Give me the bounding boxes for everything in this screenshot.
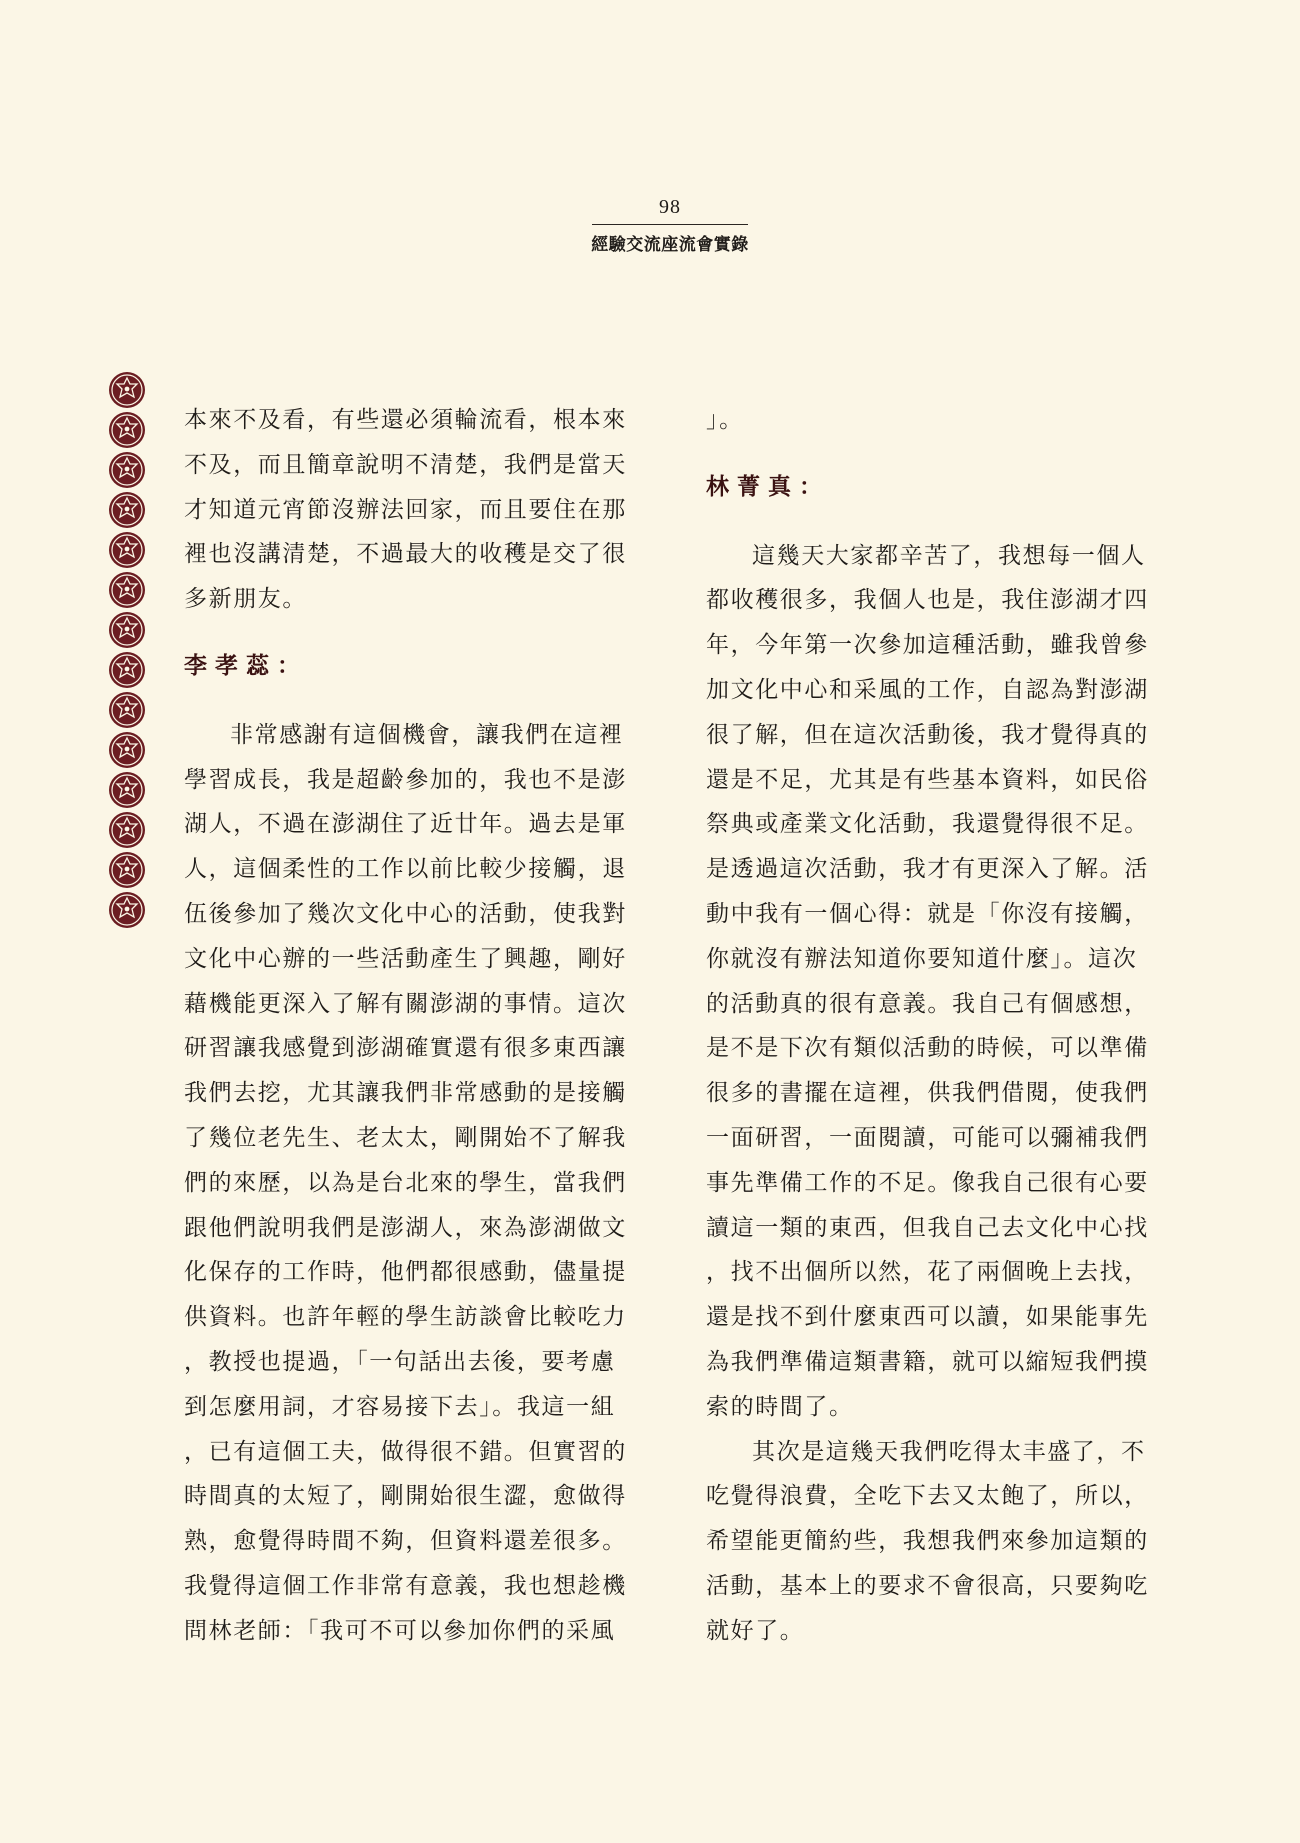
seal-medallion-icon: [107, 650, 147, 690]
text-line: 多新朋友。: [184, 586, 307, 613]
text-line-content: 其次是這幾天我們吃得太丰盛了，不: [752, 1438, 1146, 1465]
text-line: 希望能更簡約些，我想我們來參加這類的: [706, 1528, 1149, 1555]
text-line: 你就沒有辦法知道你要知道什麼」。這次: [706, 945, 1138, 972]
text-line: 化保存的工作時，他們都很感動，儘量提: [184, 1259, 627, 1286]
seal-medallion-icon: [107, 810, 147, 850]
text-line: 很了解，但在這次活動後，我才覺得真的: [706, 721, 1149, 748]
text-line: ，教授也提過，「一句話出去後，要考慮: [184, 1348, 616, 1375]
text-line: 本來不及看，有些還必須輪流看，根本來: [184, 407, 627, 433]
right-column: [706, 398, 1154, 1654]
seal-medallion-icon: [107, 690, 147, 730]
seal-medallion-icon: [107, 610, 147, 650]
text-line: 熟，愈覺得時間不夠，但資料還差很多。: [184, 1528, 627, 1555]
text-line: 祭典或產業文化活動，我還覺得很不足。: [706, 811, 1149, 838]
seal-medallion-icon: [107, 570, 147, 610]
text-line: ，找不出個所以然，花了兩個晚上去找，: [706, 1259, 1149, 1286]
speech-paragraph: [706, 1430, 1154, 1654]
text-line: [706, 1430, 1154, 1475]
text-line: 跟他們說明我們是澎湖人，來為澎湖做文: [184, 1214, 627, 1241]
seal-medallion-icon: [107, 410, 147, 450]
header-rule: [592, 224, 748, 225]
text-line: 還是找不到什麼東西可以讀，如果能事先: [706, 1304, 1149, 1331]
ornament-column: [104, 370, 150, 930]
seal-medallion-icon: [107, 490, 147, 530]
text-line: 動中我有一個心得：就是「你沒有接觸，: [706, 900, 1149, 927]
speech-paragraph: [184, 713, 632, 1654]
page-number: 98: [659, 196, 681, 218]
left-column: [184, 398, 632, 1654]
text-line-content: 非常感謝有這個機會，讓我們在這裡: [230, 721, 624, 748]
text-line: 才知道元宵節沒辦法回家，而且要住在那: [184, 496, 627, 523]
text-line: 問林老師：「我可不可以參加你們的采風: [184, 1617, 616, 1644]
text-line: 讀這一類的東西，但我自己去文化中心找: [706, 1214, 1149, 1241]
speaker-heading: 李孝蕊：: [184, 652, 308, 679]
text-line: 裡也沒講清楚，不過最大的收穫是交了很: [184, 541, 627, 568]
text-line: 了幾位老先生、老太太，剛開始不了解我: [184, 1124, 627, 1151]
text-line: 人，這個柔性的工作以前比較少接觸，退: [184, 856, 627, 883]
text-line: 藉機能更深入了解有關澎湖的事情。這次: [184, 990, 627, 1017]
text-line: 很多的書擺在這裡，供我們借閱，使我們: [706, 1080, 1149, 1107]
text-line: 不及，而且簡章說明不清楚，我們是當天: [184, 451, 627, 478]
text-line: 文化中心辦的一些活動產生了興趣，剛好: [184, 945, 627, 972]
text-line: 學習成長，我是超齡參加的，我也不是澎: [184, 766, 627, 793]
text-line: 事先準備工作的不足。像我自己很有心要: [706, 1169, 1149, 1196]
text-line: 是透過這次活動，我才有更深入了解。活: [706, 856, 1149, 883]
seal-medallion-icon: [107, 530, 147, 570]
text-line: 還是不足，尤其是有些基本資料，如民俗: [706, 766, 1149, 793]
text-line: 時間真的太短了，剛開始很生澀，愈做得: [184, 1483, 627, 1510]
text-line: 我覺得這個工作非常有意義，我也想趁機: [184, 1572, 627, 1599]
speaker-heading: 林菁真：: [706, 473, 830, 500]
text-line: [184, 713, 632, 758]
text-line: 我們去挖，尤其讓我們非常感動的是接觸: [184, 1080, 627, 1107]
text-line-content: 這幾天大家都辛苦了，我想每一個人: [752, 542, 1146, 569]
seal-medallion-icon: [107, 370, 147, 410]
text-line: 為我們準備這類書籍，就可以縮短我們摸: [706, 1348, 1149, 1375]
text-line: 伍後參加了幾次文化中心的活動，使我對: [184, 900, 627, 927]
text-line: 供資料。也許年輕的學生訪談會比較吃力: [184, 1304, 627, 1331]
text-line: 研習讓我感覺到澎湖確實還有很多東西讓: [184, 1035, 627, 1062]
seal-medallion-icon: [107, 770, 147, 810]
seal-medallion-icon: [107, 850, 147, 890]
continued-paragraph: [184, 398, 632, 622]
text-line: 是不是下次有類似活動的時候，可以準備: [706, 1035, 1149, 1062]
text-line: [706, 534, 1154, 579]
text-line: 」。: [706, 407, 744, 433]
seal-medallion-icon: [107, 890, 147, 930]
text-line: 吃覺得浪費，全吃下去又太飽了，所以，: [706, 1483, 1149, 1510]
text-line: 活動，基本上的要求不會很高，只要夠吃: [706, 1572, 1149, 1599]
text-line: 們的來歷，以為是台北來的學生，當我們: [184, 1169, 627, 1196]
text-line: 到怎麼用詞，才容易接下去」。我這一組: [184, 1393, 616, 1420]
text-line: 索的時間了。: [706, 1393, 854, 1420]
seal-medallion-icon: [107, 730, 147, 770]
text-line: 都收穫很多，我個人也是，我住澎湖才四: [706, 587, 1149, 614]
text-line: 年，今年第一次參加這種活動，雖我曾參: [706, 632, 1149, 659]
running-title: 經驗交流座流會實錄: [591, 235, 749, 255]
text-line: 加文化中心和采風的工作，自認為對澎湖: [706, 676, 1149, 703]
text-line: 湖人，不過在澎湖住了近廿年。過去是軍: [184, 811, 627, 838]
text-line: 就好了。: [706, 1617, 805, 1644]
speech-paragraph: [706, 534, 1154, 1430]
seal-medallion-icon: [107, 450, 147, 490]
text-line: ，已有這個工夫，做得很不錯。但實習的: [184, 1438, 627, 1465]
text-line: 一面研習，一面閱讀，可能可以彌補我們: [706, 1124, 1149, 1151]
text-line: 的活動真的很有意義。我自己有個感想，: [706, 990, 1149, 1017]
